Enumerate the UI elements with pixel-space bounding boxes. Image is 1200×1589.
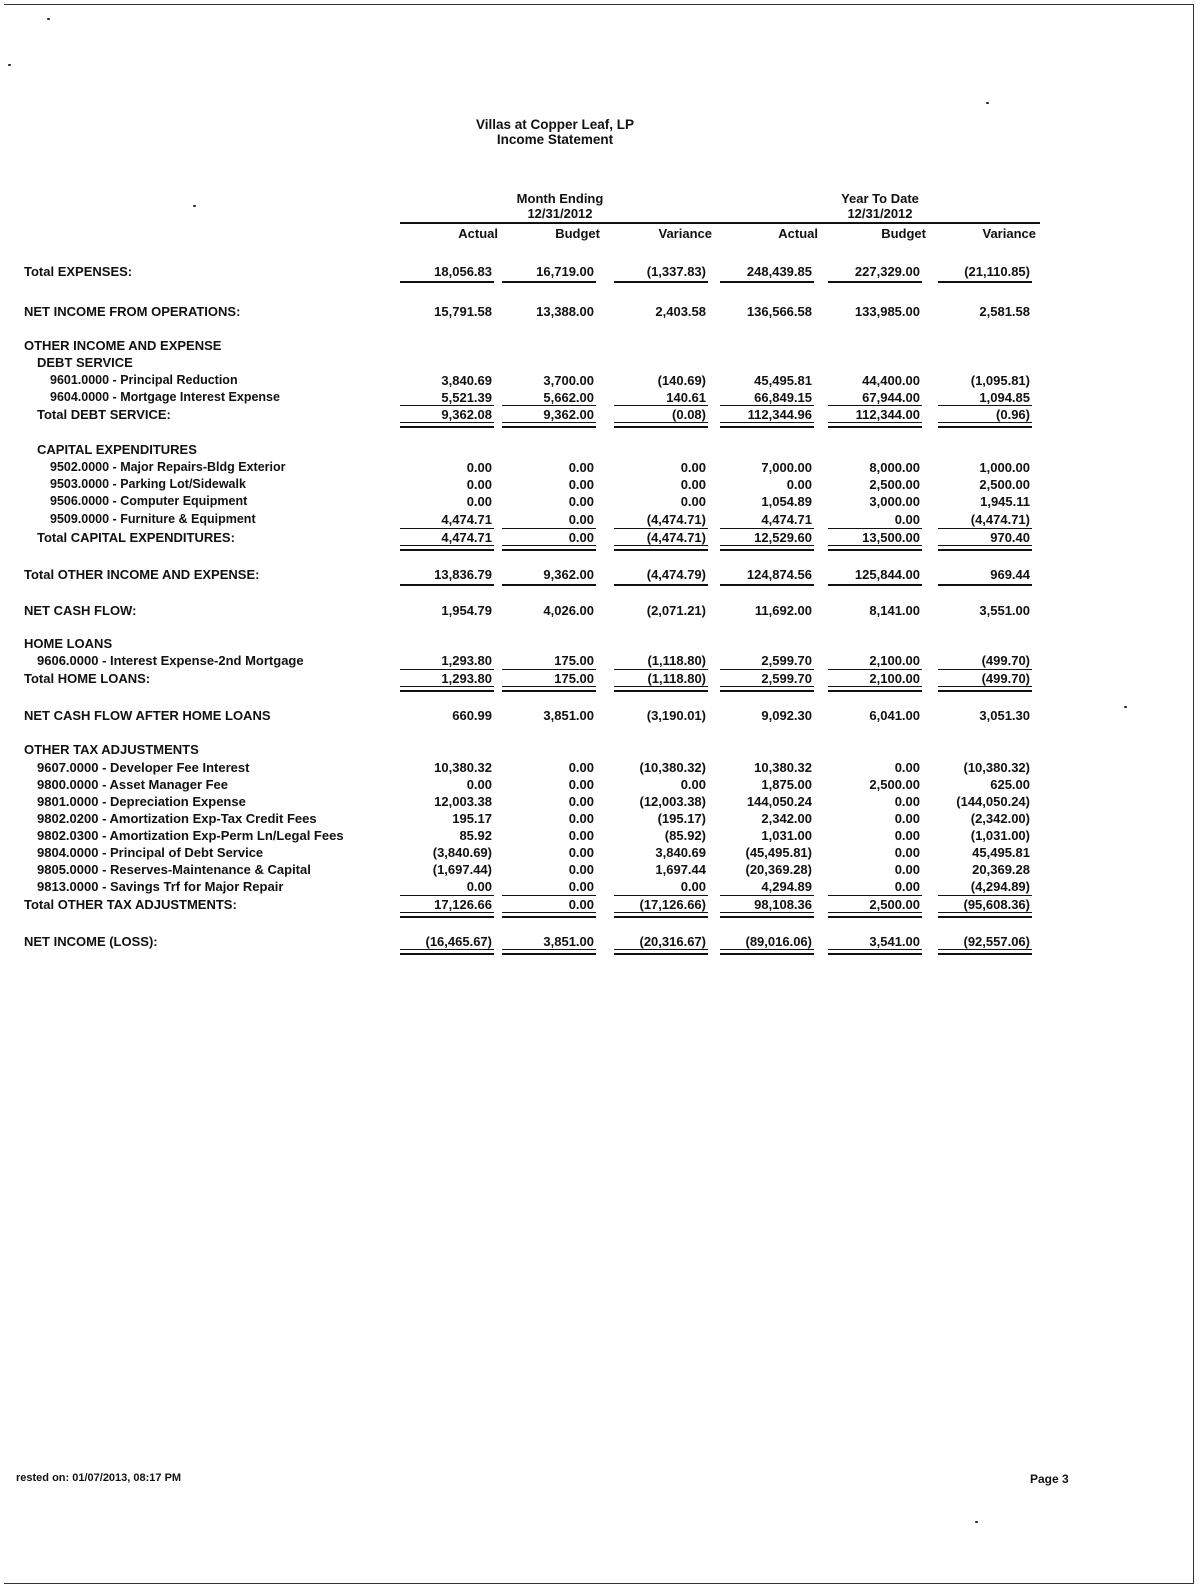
column-header-month-actual: Actual (458, 226, 498, 241)
month-group-date: 12/31/2012 (527, 206, 593, 221)
value-ytd-variance: 1,000.00 (979, 460, 1030, 475)
value-month-actual: 5,521.39 (441, 390, 492, 405)
value-month-variance: 0.00 (680, 879, 706, 894)
row-label: Total EXPENSES: (24, 264, 133, 279)
column-header-ytd-budget: Budget (881, 226, 926, 241)
value-ytd-variance: (21,110.85) (936, 263, 1030, 280)
value-ytd-variance: (4,474.71) (970, 512, 1030, 527)
value-month-actual: 9,362.08 (398, 406, 492, 423)
line-item-row (0, 844, 1200, 861)
value-month-variance: (17,126.66) (612, 896, 706, 913)
value-ytd-budget: 2,100.00 (826, 670, 920, 687)
subtotal-row (0, 670, 1200, 687)
value-ytd-variance: 625.00 (990, 777, 1030, 792)
scan-speck (193, 205, 196, 207)
value-month-variance: (1,118.80) (647, 653, 706, 668)
value-month-variance: 140.61 (666, 390, 706, 405)
value-ytd-actual: 7,000.00 (761, 460, 812, 475)
value-month-variance: 0.00 (680, 460, 706, 475)
value-month-budget: 175.00 (554, 653, 594, 668)
value-ytd-variance: 2,500.00 (979, 477, 1030, 492)
value-ytd-variance: (1,095.81) (970, 373, 1030, 388)
value-month-actual: 0.00 (466, 494, 492, 509)
value-ytd-budget: 133,985.00 (854, 304, 920, 319)
value-month-variance: (4,474.71) (612, 529, 706, 546)
value-month-budget: 13,388.00 (536, 304, 594, 319)
value-month-variance: (4,474.71) (646, 512, 706, 527)
value-ytd-budget: 44,400.00 (862, 373, 920, 388)
column-header-ytd-actual: Actual (778, 226, 818, 241)
row-net-cash-flow-after-home-loans (0, 707, 1200, 724)
document-header (420, 117, 690, 147)
subsection-label: CAPITAL EXPENDITURES (37, 442, 197, 457)
value-ytd-budget: 112,344.00 (826, 406, 920, 423)
line-item-row (0, 372, 1200, 389)
section-heading (0, 741, 1200, 758)
value-ytd-budget: 2,500.00 (869, 777, 920, 792)
row-label: 9800.0000 - Asset Manager Fee (37, 777, 229, 792)
value-ytd-actual: 1,875.00 (761, 777, 812, 792)
value-ytd-variance: 3,551.00 (979, 603, 1030, 618)
value-month-actual: 0.00 (466, 460, 492, 475)
value-month-actual: 4,474.71 (441, 512, 492, 527)
value-month-budget: 0.00 (568, 828, 594, 843)
row-label: NET INCOME FROM OPERATIONS: (24, 304, 241, 319)
value-ytd-budget: 2,500.00 (869, 477, 920, 492)
row-label: 9813.0000 - Savings Trf for Major Repair (37, 879, 284, 894)
value-month-variance: 0.00 (680, 494, 706, 509)
value-ytd-actual: 12,529.60 (718, 529, 812, 546)
value-month-variance: (4,474.79) (612, 566, 706, 583)
row-label: 9509.0000 - Furniture & Equipment (50, 512, 256, 526)
page-number: Page 3 (1030, 1472, 1069, 1486)
value-month-variance: 0.00 (680, 777, 706, 792)
value-ytd-budget: 0.00 (894, 794, 920, 809)
value-ytd-variance: (0.96) (936, 406, 1030, 423)
line-item-row (0, 476, 1200, 493)
value-ytd-actual: 9,092.30 (761, 708, 812, 723)
value-ytd-variance: (144,050.24) (956, 794, 1030, 809)
value-ytd-actual: 112,344.96 (718, 406, 812, 423)
value-month-budget: 9,362.00 (500, 406, 594, 423)
month-group-title: Month Ending (516, 191, 604, 206)
line-item-row (0, 759, 1200, 776)
value-ytd-budget: 8,141.00 (869, 603, 920, 618)
value-ytd-budget: 0.00 (894, 862, 920, 877)
row-label: NET INCOME (LOSS): (24, 934, 158, 949)
year-to-date-group (720, 191, 1040, 224)
row-label: 9601.0000 - Principal Reduction (50, 373, 238, 387)
row-total-expenses (0, 263, 1200, 280)
value-ytd-budget: 6,041.00 (869, 708, 920, 723)
value-ytd-variance: (1,031.00) (970, 828, 1030, 843)
value-ytd-budget: 0.00 (894, 811, 920, 826)
section-label: OTHER TAX ADJUSTMENTS (24, 742, 199, 757)
value-ytd-variance: (499.70) (981, 653, 1030, 668)
value-ytd-actual: 4,294.89 (761, 879, 812, 894)
value-ytd-budget: 8,000.00 (869, 460, 920, 475)
row-label: 9802.0200 - Amortization Exp-Tax Credit Fees (37, 811, 317, 826)
value-month-actual: 15,791.58 (434, 304, 492, 319)
value-ytd-budget: 13,500.00 (826, 529, 920, 546)
value-month-actual: 12,003.38 (434, 794, 492, 809)
subsection-heading (0, 354, 1200, 371)
ytd-group-title: Year To Date (841, 191, 919, 206)
line-item-row (0, 861, 1200, 878)
value-month-variance: 2,403.58 (655, 304, 706, 319)
value-month-budget: 4,026.00 (543, 603, 594, 618)
row-label: 9503.0000 - Parking Lot/Sidewalk (50, 477, 246, 491)
value-ytd-actual: 45,495.81 (754, 373, 812, 388)
row-label: 9606.0000 - Interest Expense-2nd Mortgage (37, 653, 304, 668)
value-month-variance: (85.92) (664, 828, 706, 843)
value-month-actual: 13,836.79 (398, 566, 492, 583)
value-month-actual: 3,840.69 (441, 373, 492, 388)
value-ytd-actual: 1,031.00 (761, 828, 812, 843)
row-label: 9802.0300 - Amortization Exp-Perm Ln/Legal Fees (37, 828, 344, 843)
value-ytd-budget: 2,500.00 (826, 896, 920, 913)
value-ytd-budget: 3,000.00 (869, 494, 920, 509)
value-month-variance: (20,316.67) (612, 933, 706, 950)
section-label: HOME LOANS (24, 636, 113, 651)
value-ytd-budget: 0.00 (894, 760, 920, 775)
line-item-row (0, 652, 1200, 669)
row-label: Total OTHER INCOME AND EXPENSE: (24, 567, 260, 582)
value-ytd-variance: 970.40 (936, 529, 1030, 546)
value-month-budget: 0.00 (568, 477, 594, 492)
row-label: Total CAPITAL EXPENDITURES: (37, 530, 235, 545)
line-item-row (0, 878, 1200, 895)
column-header-month-budget: Budget (555, 226, 600, 241)
value-ytd-actual: (20,369.28) (745, 862, 812, 877)
value-month-actual: 10,380.32 (434, 760, 492, 775)
value-ytd-budget: 3,541.00 (826, 933, 920, 950)
value-ytd-actual: 4,474.71 (761, 512, 812, 527)
subtotal-row (0, 406, 1200, 423)
row-label: Total HOME LOANS: (24, 671, 151, 686)
value-ytd-actual: 144,050.24 (746, 794, 812, 809)
row-label: NET CASH FLOW AFTER HOME LOANS (24, 708, 271, 723)
value-month-variance: 1,697.44 (655, 862, 706, 877)
scan-speck (8, 64, 11, 66)
value-month-budget: 3,700.00 (543, 373, 594, 388)
value-month-actual: 4,474.71 (398, 529, 492, 546)
value-ytd-budget: 227,329.00 (826, 263, 920, 280)
line-item-row (0, 827, 1200, 844)
value-month-budget: 0.00 (568, 460, 594, 475)
row-label: 9607.0000 - Developer Fee Interest (37, 760, 250, 775)
scan-speck (975, 1521, 978, 1523)
value-month-variance: (1,337.83) (612, 263, 706, 280)
value-month-variance: (1,118.80) (612, 670, 706, 687)
value-month-variance: (12,003.38) (639, 794, 706, 809)
scan-speck (986, 102, 989, 104)
row-label: NET CASH FLOW: (24, 603, 137, 618)
value-month-budget: 175.00 (500, 670, 594, 687)
printed-timestamp: rested on: 01/07/2013, 08:17 PM (16, 1472, 182, 1484)
value-month-budget: 0.00 (568, 811, 594, 826)
row-label: 9805.0000 - Reserves-Maintenance & Capital (37, 862, 311, 877)
row-label: Total OTHER TAX ADJUSTMENTS: (24, 897, 237, 912)
line-item-row (0, 810, 1200, 827)
value-month-budget: 0.00 (568, 760, 594, 775)
row-label: 9604.0000 - Mortgage Interest Expense (50, 390, 280, 404)
value-ytd-budget: 0.00 (894, 828, 920, 843)
section-heading (0, 635, 1200, 652)
row-label: 9801.0000 - Depreciation Expense (37, 794, 246, 809)
value-month-actual: (1,697.44) (432, 862, 492, 877)
value-ytd-budget: 2,100.00 (869, 653, 920, 668)
row-label: 9804.0000 - Principal of Debt Service (37, 845, 264, 860)
line-item-row (0, 511, 1200, 528)
value-ytd-actual: 11,692.00 (754, 603, 812, 618)
value-ytd-variance: 1,945.11 (980, 494, 1030, 509)
company-name: Villas at Copper Leaf, LP (475, 117, 635, 132)
value-month-budget: 5,662.00 (543, 390, 594, 405)
row-net-cash-flow (0, 602, 1200, 619)
value-month-budget: 0.00 (568, 845, 594, 860)
value-month-budget: 3,851.00 (500, 933, 594, 950)
value-month-budget: 0.00 (568, 794, 594, 809)
value-ytd-budget: 0.00 (894, 512, 920, 527)
value-month-variance: (140.69) (657, 373, 706, 388)
value-month-budget: 0.00 (568, 777, 594, 792)
row-label: Total DEBT SERVICE: (37, 407, 171, 422)
value-ytd-variance: (2,342.00) (970, 811, 1030, 826)
line-item-row (0, 389, 1200, 406)
value-ytd-budget: 0.00 (894, 879, 920, 894)
value-month-actual: 0.00 (466, 477, 492, 492)
value-ytd-actual: 66,849.15 (754, 390, 812, 405)
line-item-row (0, 459, 1200, 476)
value-ytd-variance: (92,557.06) (936, 933, 1030, 950)
value-ytd-variance: 1,094.85 (979, 390, 1030, 405)
value-ytd-actual: 2,342.00 (761, 811, 812, 826)
row-label: 9502.0000 - Major Repairs-Bldg Exterior (50, 460, 286, 474)
value-month-variance: (10,380.32) (639, 760, 706, 775)
value-month-actual: 1,293.80 (441, 653, 492, 668)
line-item-row (0, 793, 1200, 810)
value-month-budget: 0.00 (500, 896, 594, 913)
value-ytd-variance: (10,380.32) (963, 760, 1030, 775)
value-month-variance: 0.00 (680, 477, 706, 492)
value-ytd-actual: 1,054.89 (761, 494, 812, 509)
value-ytd-variance: 2,581.58 (979, 304, 1030, 319)
value-month-budget: 0.00 (500, 529, 594, 546)
statement-title: Income Statement (496, 132, 614, 147)
value-month-actual: 0.00 (466, 879, 492, 894)
value-ytd-actual: 124,874.56 (718, 566, 812, 583)
value-month-actual: 0.00 (466, 777, 492, 792)
subtotal-row (0, 896, 1200, 913)
value-month-budget: 0.00 (568, 879, 594, 894)
value-month-budget: 16,719.00 (500, 263, 594, 280)
value-month-variance: (0.08) (612, 406, 706, 423)
line-item-row (0, 493, 1200, 510)
value-ytd-actual: 10,380.32 (754, 760, 812, 775)
value-month-budget: 3,851.00 (543, 708, 594, 723)
value-ytd-actual: 0.00 (786, 477, 812, 492)
subsection-label: DEBT SERVICE (37, 355, 133, 370)
value-ytd-budget: 125,844.00 (826, 566, 920, 583)
value-month-budget: 9,362.00 (500, 566, 594, 583)
value-month-actual: (3,840.69) (432, 845, 492, 860)
value-ytd-budget: 0.00 (894, 845, 920, 860)
section-label: OTHER INCOME AND EXPENSE (24, 338, 222, 353)
value-month-budget: 0.00 (568, 494, 594, 509)
value-month-variance: (2,071.21) (646, 603, 706, 618)
column-header-ytd-variance: Variance (982, 226, 1036, 241)
row-net-income-loss (0, 933, 1200, 950)
row-net-income-operations (0, 303, 1200, 320)
value-ytd-budget: 67,944.00 (862, 390, 920, 405)
value-ytd-actual: 2,599.70 (718, 670, 812, 687)
value-ytd-actual: 136,566.58 (746, 304, 812, 319)
ytd-group-date: 12/31/2012 (847, 206, 913, 221)
value-ytd-actual: 98,108.36 (718, 896, 812, 913)
value-month-actual: 660.99 (452, 708, 492, 723)
value-month-actual: 1,293.80 (398, 670, 492, 687)
row-label: 9506.0000 - Computer Equipment (50, 494, 248, 508)
value-month-actual: 1,954.79 (441, 603, 492, 618)
value-ytd-variance: (95,608.36) (936, 896, 1030, 913)
value-ytd-variance: 20,369.28 (972, 862, 1030, 877)
value-month-actual: (16,465.67) (398, 933, 492, 950)
value-ytd-variance: 3,051.30 (979, 708, 1030, 723)
value-ytd-variance: (499.70) (936, 670, 1030, 687)
value-month-actual: 195.17 (452, 811, 492, 826)
value-month-actual: 18,056.83 (398, 263, 492, 280)
value-month-actual: 17,126.66 (398, 896, 492, 913)
month-ending-group (400, 191, 720, 224)
value-month-budget: 0.00 (568, 512, 594, 527)
value-ytd-actual: 248,439.85 (718, 263, 812, 280)
value-ytd-variance: 969.44 (936, 566, 1030, 583)
value-month-budget: 0.00 (568, 862, 594, 877)
subsection-heading (0, 441, 1200, 458)
value-ytd-variance: 45,495.81 (972, 845, 1030, 860)
line-item-row (0, 776, 1200, 793)
column-header-month-variance: Variance (658, 226, 712, 241)
value-ytd-actual: (89,016.06) (718, 933, 812, 950)
value-ytd-variance: (4,294.89) (970, 879, 1030, 894)
value-month-variance: (3,190.01) (646, 708, 706, 723)
value-ytd-actual: (45,495.81) (745, 845, 812, 860)
value-ytd-actual: 2,599.70 (761, 653, 812, 668)
section-heading (0, 337, 1200, 354)
scan-speck (47, 18, 50, 20)
value-month-variance: (195.17) (657, 811, 706, 826)
value-month-variance: 3,840.69 (655, 845, 706, 860)
value-month-actual: 85.92 (459, 828, 492, 843)
row-total-other-income-expense (0, 566, 1200, 583)
subtotal-row (0, 529, 1200, 546)
